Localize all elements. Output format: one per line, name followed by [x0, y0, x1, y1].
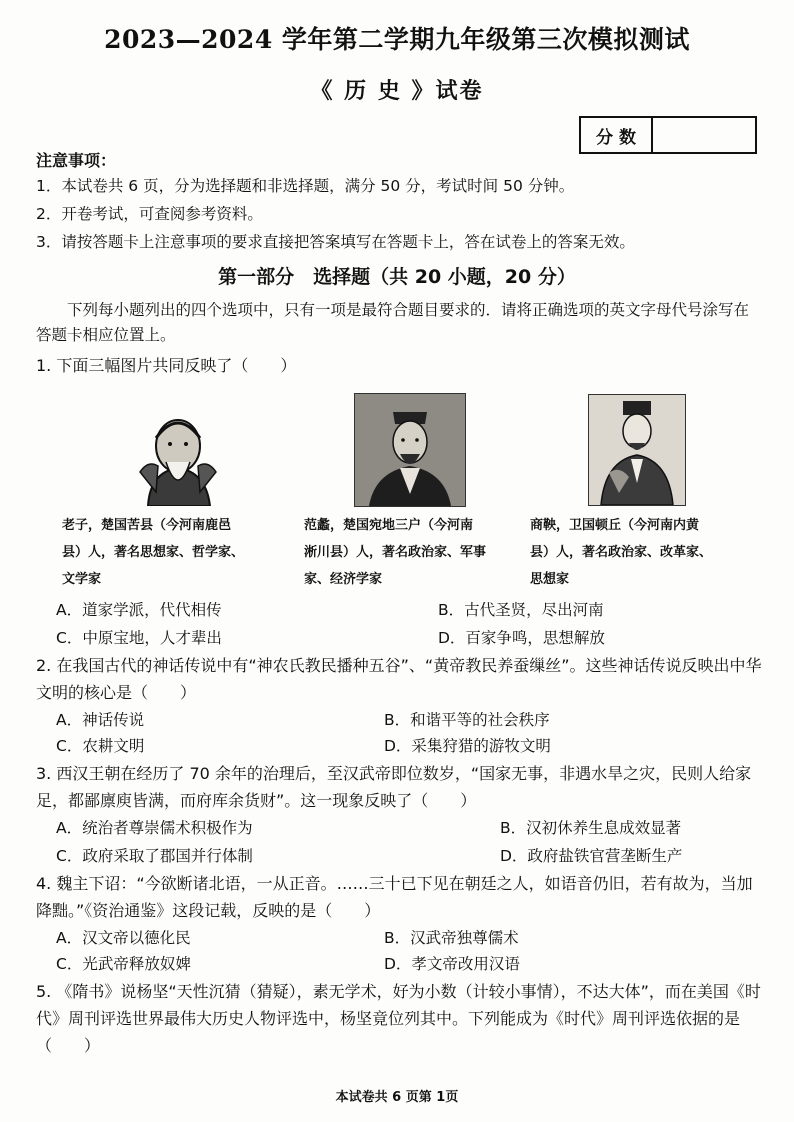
q2-option-c[interactable]: C．农耕文明 [56, 737, 145, 755]
q3-option-c[interactable]: C．政府采取了郡国并行体制 [56, 847, 253, 865]
section-instruction: 下列每小题列出的四个选项中，只有一项是最符合题目要求的．请将正确选项的英文字母代号涂写在答题卡相应位置上。 [36, 301, 750, 344]
laozi-caption [62, 512, 292, 593]
notice-item-1: 1．本试卷共 6 页，分为选择题和非选择题，满分 50 分，考试时间 50 分钟。 [36, 177, 575, 195]
caption-line: 老子，楚国苦县（今河南鹿邑 [62, 518, 232, 533]
score-label: 分 数 [581, 118, 653, 152]
caption-line: 县）人，著名政治家、改革家、 [530, 545, 713, 560]
caption-line: 商鞅，卫国顿丘（今河南内黄 [530, 518, 700, 533]
shangyang-caption [530, 512, 766, 593]
q4-option-b[interactable]: B．汉武帝独尊儒术 [384, 929, 519, 947]
q1-option-d[interactable]: D．百家争鸣，思想解放 [438, 629, 605, 647]
score-field[interactable] [653, 118, 755, 152]
notice-item-3: 3．请按答题卡上注意事项的要求直接把答案填写在答题卡上，答在试卷上的答案无效。 [36, 233, 635, 251]
caption-line: 淅川县）人，著名政治家、军事 [304, 545, 487, 560]
caption-line: 范蠡，楚国宛地三户（今河南 [304, 518, 474, 533]
section-title: 第一部分 选择题（共 20 小题，20 分） [218, 266, 576, 288]
q2-option-b[interactable]: B．和谐平等的社会秩序 [384, 711, 550, 729]
shangyang-portrait-icon [588, 394, 686, 506]
page-footer: 本试卷共 6 页第 1页 [335, 1090, 459, 1105]
q1-option-a[interactable]: A．道家学派，代代相传 [56, 601, 222, 619]
exam-title: 2023—2024 学年第二学期九年级第三次模拟测试 [104, 25, 690, 54]
q3-option-b[interactable]: B．汉初休养生息成效显著 [500, 819, 682, 837]
question-1-stem: 1. 下面三幅图片共同反映了（ ） [36, 356, 297, 375]
caption-line: 思想家 [530, 572, 570, 587]
q1-option-b[interactable]: B．古代圣贤，尽出河南 [438, 601, 604, 619]
caption-line: 文学家 [62, 572, 102, 587]
question-3-stem: 3. 西汉王朝在经历了 70 余年的治理后，至汉武帝即位数岁，“国家无事，非遇水旱之灾，民则人给家足，都鄙廪庾皆满，而府库余货财”。这一现象反映了（ ） [36, 764, 752, 810]
question-5-stem: 5. 《隋书》说杨坚“天性沉猜（猜疑），素无学术，好为小数（计较小事情），不达大体”，而在美国《时代》周刊评选世界最伟大历史人物评选中，杨坚竟位列其中。下列能成为《时代》周刊评选依据的是（ ） [36, 982, 761, 1055]
question-2-stem: 2. 在我国古代的神话传说中有“神农氏教民播种五谷”、“黄帝教民养蚕缫丝”。这些神话传说反映出中华文明的核心是（ ） [36, 656, 762, 702]
fanli-portrait-icon [354, 393, 466, 507]
q4-option-a[interactable]: A．汉文帝以德化民 [56, 929, 191, 947]
score-box [579, 116, 757, 154]
q2-option-a[interactable]: A．神话传说 [56, 711, 145, 729]
q4-option-c[interactable]: C．光武帝释放奴婢 [56, 955, 191, 973]
notice-heading: 注意事项： [36, 151, 117, 170]
q4-option-d[interactable]: D．孝文帝改用汉语 [384, 955, 520, 973]
exam-subtitle: 《 历 史 》试卷 [310, 78, 484, 104]
caption-line: 县）人，著名思想家、哲学家、 [62, 545, 245, 560]
caption-line: 家、经济学家 [304, 572, 383, 587]
laozi-portrait-icon [128, 402, 228, 506]
q1-option-c[interactable]: C．中原宝地，人才辈出 [56, 629, 222, 647]
q3-option-d[interactable]: D．政府盐铁官营垄断生产 [500, 847, 683, 865]
q2-option-d[interactable]: D．采集狩猎的游牧文明 [384, 737, 551, 755]
notice-item-2: 2．开卷考试，可查阅参考资料。 [36, 205, 263, 223]
fanli-caption [304, 512, 530, 593]
question-4-stem: 4. 魏主下诏：“今欲断诸北语，一从正音。……三十已下见在朝廷之人，如语音仍旧，若有故为，当加降黜。”《资治通鉴》这段记载，反映的是（ ） [36, 874, 753, 920]
q3-option-a[interactable]: A．统治者尊崇儒术积极作为 [56, 819, 253, 837]
